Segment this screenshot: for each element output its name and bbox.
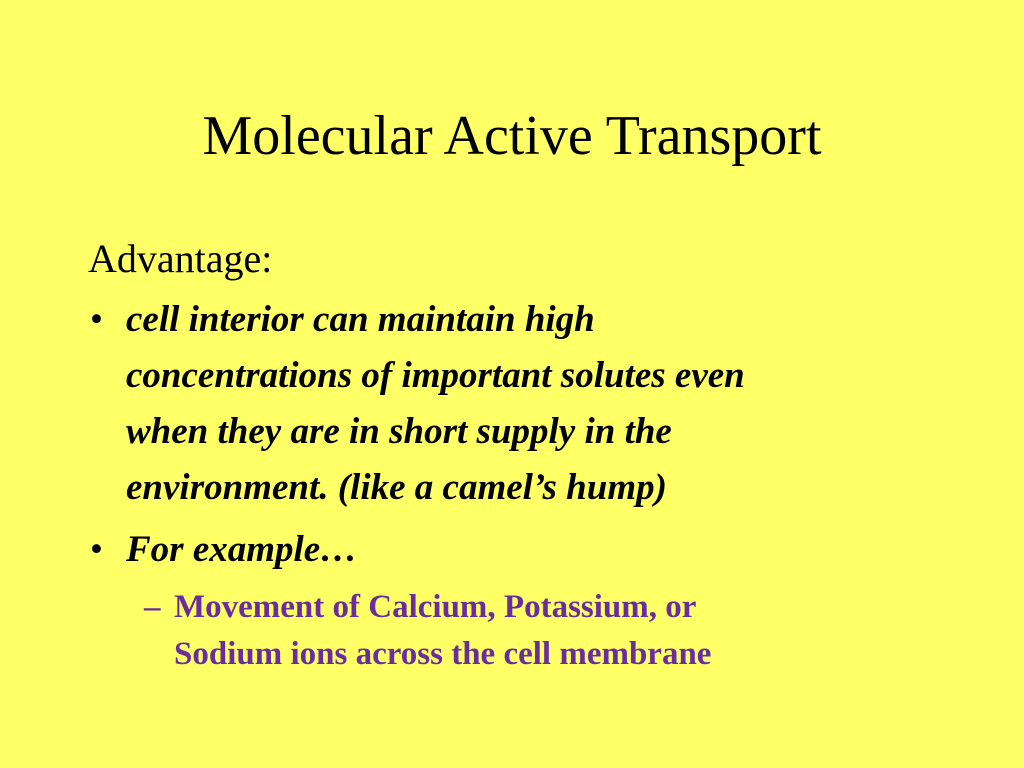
bullet-item-advantage: [88, 292, 968, 516]
sub-bullet-marker: –: [144, 589, 161, 625]
bullet-marker: •: [90, 299, 103, 340]
bullet-text: [126, 292, 968, 516]
slide-body: [88, 234, 968, 678]
bullet-line: environment. (like a camel’s hump): [126, 467, 667, 508]
sub-bullet-item: [144, 584, 968, 678]
bullet-marker: •: [90, 529, 103, 570]
slide-title: Molecular Active Transport: [202, 105, 822, 167]
bullet-item-example: [88, 522, 968, 578]
bullet-line: For example…: [126, 529, 358, 570]
sub-bullet-line: Sodium ions across the cell membrane: [174, 636, 712, 672]
bullet-line: concentrations of important solutes even: [126, 355, 745, 396]
bullet-text: [126, 522, 968, 578]
sub-bullet-text: [174, 584, 968, 678]
sub-bullet-line: Movement of Calcium, Potassium, or: [174, 589, 697, 625]
bullet-line: cell interior can maintain high: [126, 299, 595, 340]
lead-text: Advantage:: [88, 236, 273, 281]
bullet-line: when they are in short supply in the: [126, 411, 672, 452]
